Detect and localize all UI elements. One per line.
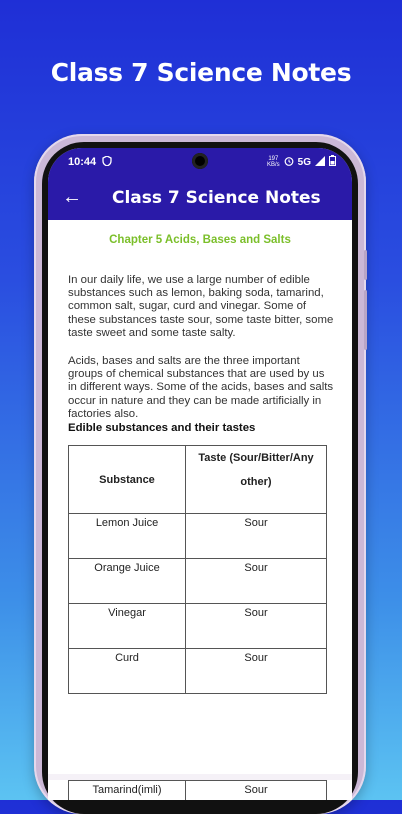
alarm-icon	[284, 156, 294, 169]
taste-cell: Sour	[186, 649, 327, 694]
table-row	[69, 559, 327, 604]
substance-cell: Orange Juice	[69, 559, 186, 604]
paragraph-intro: In our daily life, we use a large number of edible substances such as lemon, baking soda, tamarind, common salt, sugar, curd and vinegar. Some of these substances taste sour, some taste bitter, some taste sweet and some taste salty.	[68, 274, 334, 339]
net-speed	[267, 156, 280, 168]
table-header-row	[69, 446, 327, 514]
table-row	[69, 781, 327, 801]
net-speed-unit: KB/s	[266, 162, 280, 168]
phone-power-button	[364, 290, 367, 350]
net-speed-value: 197	[268, 156, 279, 162]
notes-content-card-continued	[48, 780, 352, 800]
table-row	[69, 514, 327, 559]
chapter-title: Chapter 5 Acids, Bases and Salts	[109, 234, 291, 246]
battery-icon	[329, 155, 336, 169]
table-row	[69, 604, 327, 649]
app-bar	[48, 176, 352, 220]
taste-cell: Sour	[186, 604, 327, 649]
header-taste: Taste (Sour/Bitter/Any other)	[186, 446, 327, 514]
header-substance: Substance	[69, 446, 186, 514]
signal-icon	[315, 156, 325, 169]
promo-headline: Class 7 Science Notes	[50, 58, 352, 87]
app-bar-title: Class 7 Science Notes	[112, 188, 321, 208]
taste-table-continued	[68, 780, 327, 800]
back-arrow-icon[interactable]: ←	[62, 186, 82, 208]
taste-table	[68, 445, 327, 694]
notes-content-card	[48, 220, 352, 774]
front-camera	[192, 153, 208, 169]
phone-volume-button	[364, 250, 367, 280]
substance-cell: Lemon Juice	[69, 514, 186, 559]
status-bar	[48, 148, 352, 176]
table-row	[69, 649, 327, 694]
taste-cell: Sour	[186, 781, 327, 801]
substance-cell: Curd	[69, 649, 186, 694]
phone-screen	[48, 148, 352, 800]
table-heading: Edible substances and their tastes	[68, 422, 256, 434]
paragraph-acids-bases: Acids, bases and salts are the three important groups of chemical substances that are used by us in different ways. Some of the acids, bases and salts occur in nature and they can be made artificially in factories also.	[68, 355, 334, 420]
substance-cell: Tamarind(imli)	[69, 781, 186, 801]
shield-icon	[102, 156, 112, 169]
substance-cell: Vinegar	[69, 604, 186, 649]
network-type: 5G	[297, 156, 311, 168]
status-time: 10:44	[68, 156, 97, 168]
taste-cell: Sour	[186, 559, 327, 604]
taste-cell: Sour	[186, 514, 327, 559]
